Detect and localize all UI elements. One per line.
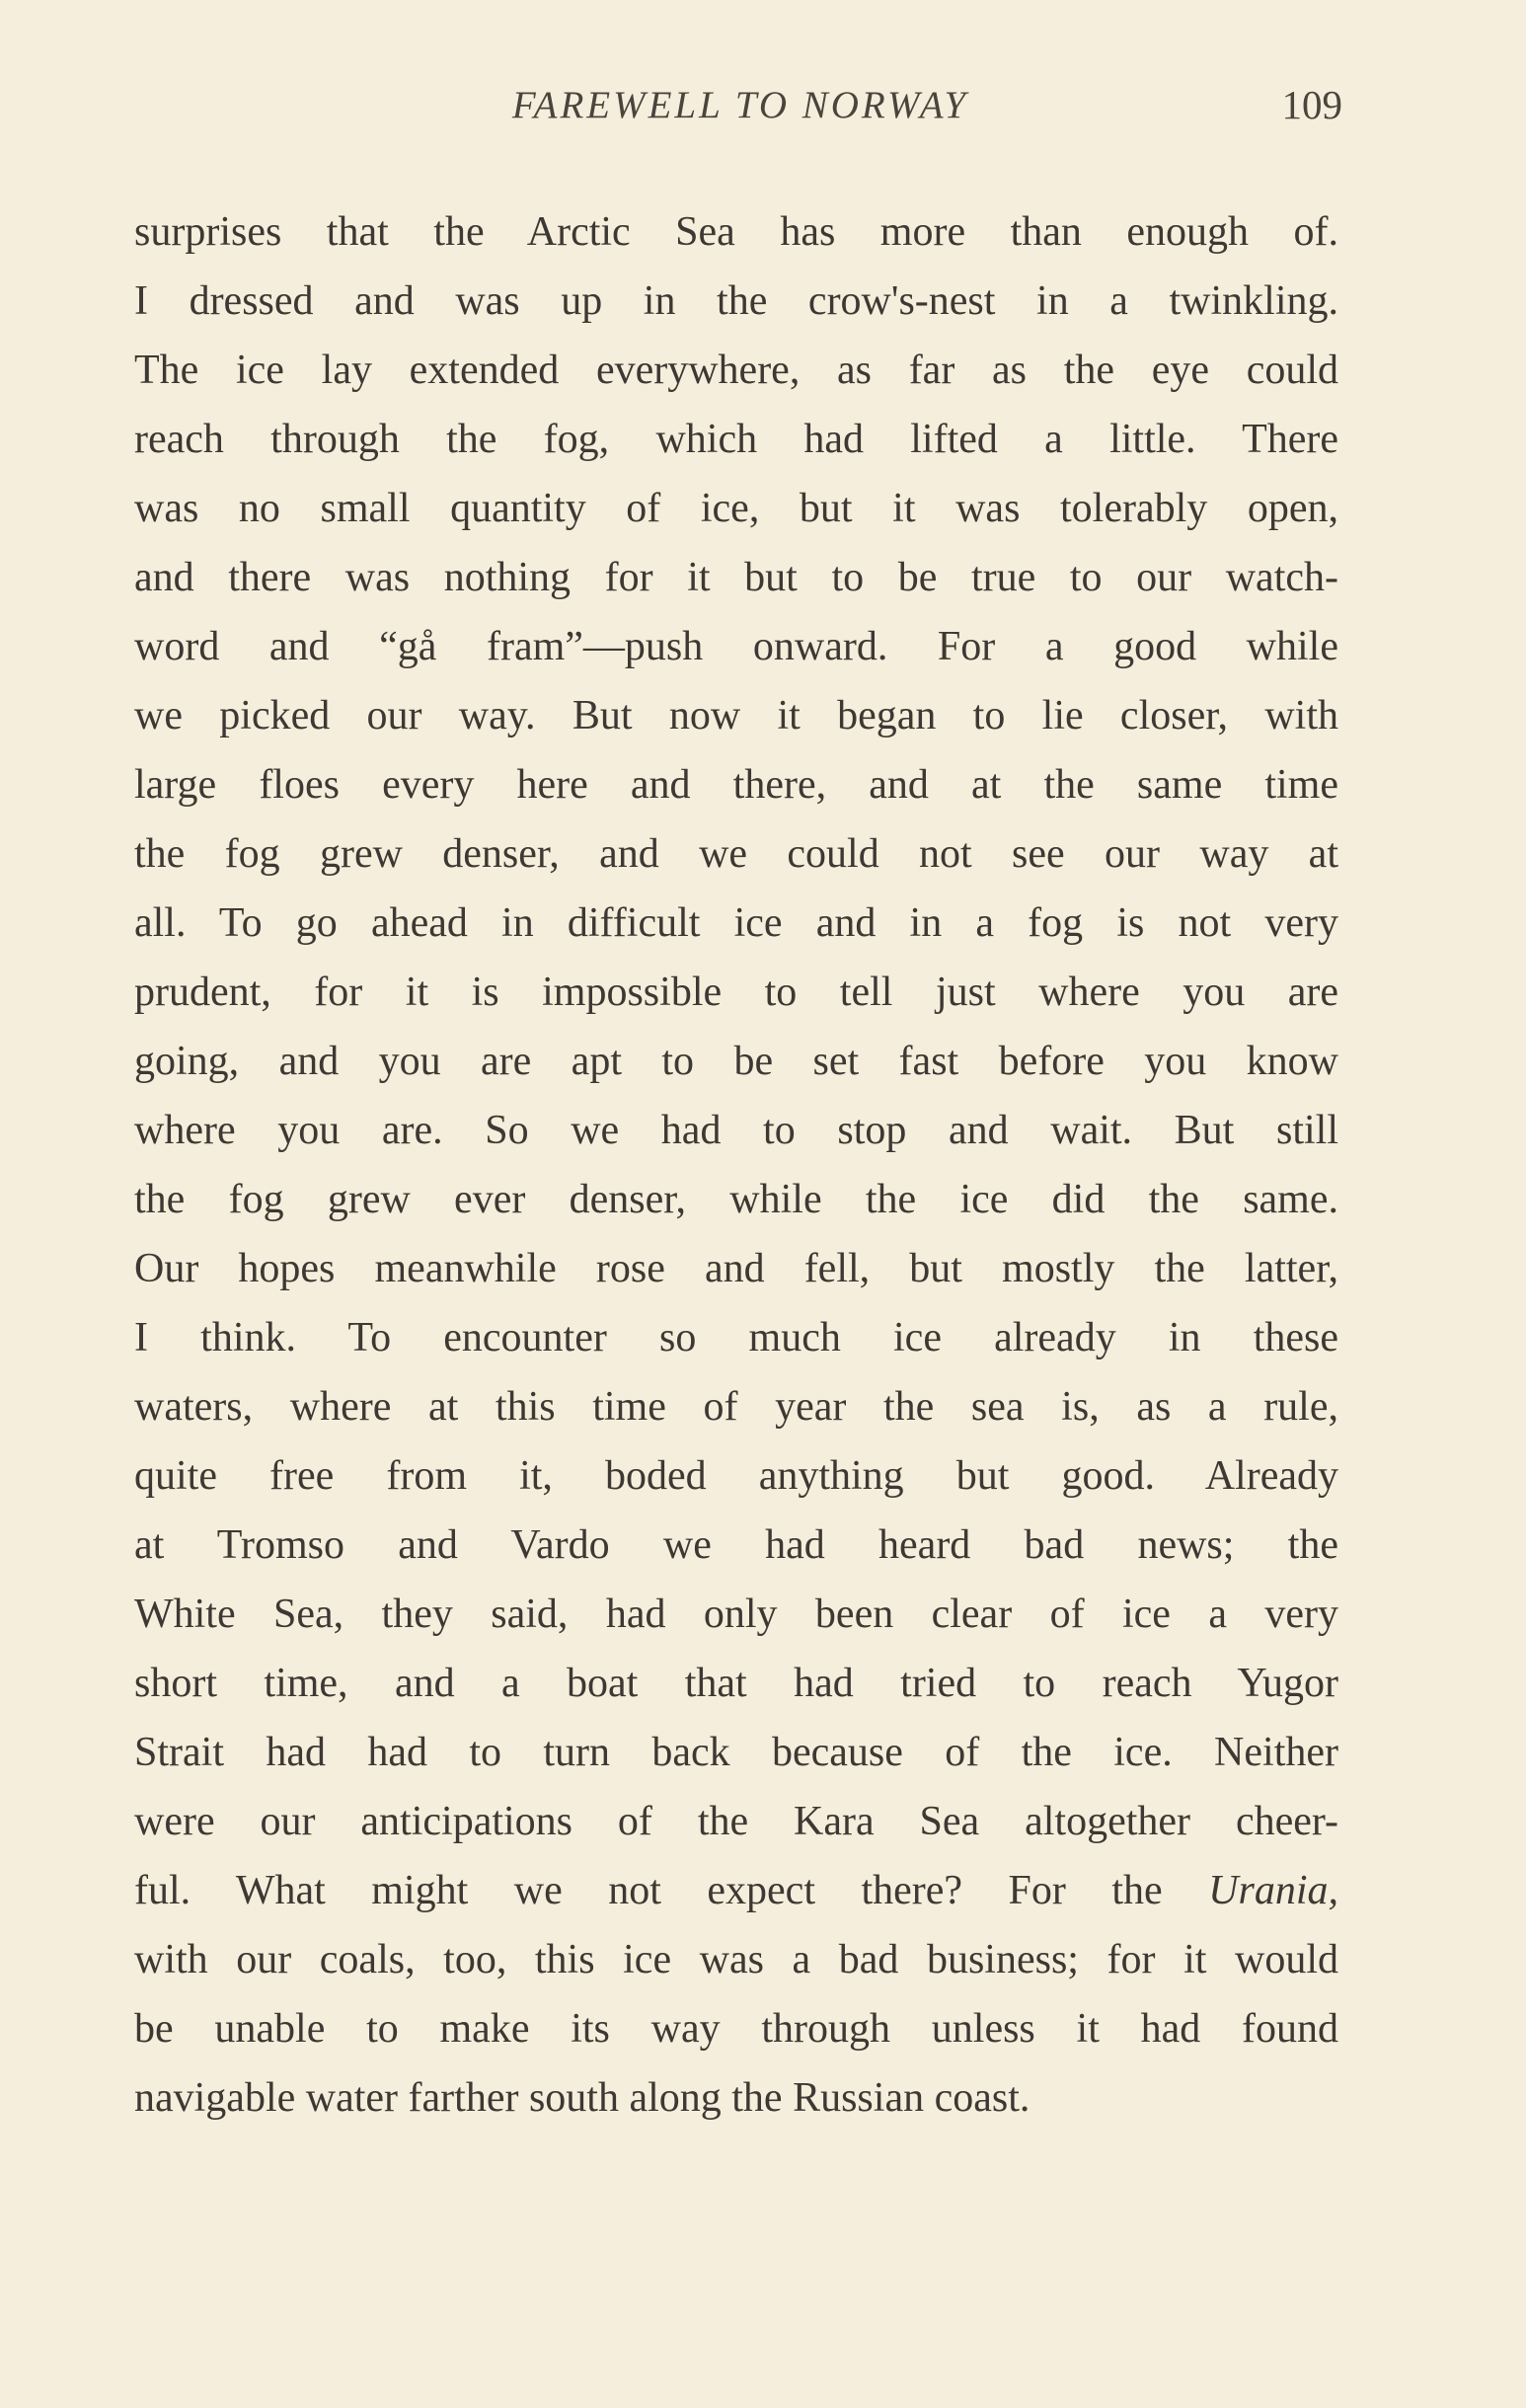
text-line: The ice lay extended everywhere, as far as the eye could xyxy=(134,348,1338,393)
body-text xyxy=(134,197,1338,2133)
text-line: where you are. So we had to stop and wait. But still xyxy=(134,1108,1338,1153)
text-line: word and “gå fram”—push onward. For a good while xyxy=(134,624,1338,669)
text-line-part: ful. What might we not expect there? For the xyxy=(134,1868,1163,1913)
text-line: at Tromso and Vardo we had heard bad news; the xyxy=(134,1522,1338,1568)
text-line: going, and you are apt to be set fast before you know xyxy=(134,1039,1338,1084)
text-line: waters, where at this time of year the sea is, as a rule, xyxy=(134,1384,1338,1430)
text-line: the fog grew ever denser, while the ice did the same. xyxy=(134,1177,1338,1222)
text-line: were our anticipations of the Kara Sea altogether cheer- xyxy=(134,1799,1338,1844)
text-line: all. To go ahead in difficult ice and in a fog is not very xyxy=(134,900,1338,946)
text-line: was no small quantity of ice, but it was tolerably open, xyxy=(134,486,1338,531)
text-line-last: navigable water farther south along the Russian coast. xyxy=(134,2075,1030,2121)
text-line: White Sea, they said, had only been clear of ice a very xyxy=(134,1592,1338,1637)
text-line: I think. To encounter so much ice already in these xyxy=(134,1315,1338,1360)
text-line: quite free from it, boded anything but good. Already xyxy=(134,1453,1338,1499)
text-line: large floes every here and there, and at the same time xyxy=(134,762,1338,808)
ship-name-italic: Urania, xyxy=(1208,1868,1339,1913)
text-line: and there was nothing for it but to be true to our watch- xyxy=(134,555,1338,600)
running-title: FAREWELL TO NORWAY xyxy=(511,84,969,126)
text-line: I dressed and was up in the crow's-nest in a twinkling. xyxy=(134,278,1338,324)
text-line: Strait had had to turn back because of the ice. Neither xyxy=(134,1730,1338,1775)
text-line: reach through the fog, which had lifted a little. There xyxy=(134,417,1338,462)
text-line: we picked our way. But now it began to lie closer, with xyxy=(134,693,1338,738)
text-line: be unable to make its way through unless it had found xyxy=(134,2006,1338,2052)
text-line: prudent, for it is impossible to tell just where you are xyxy=(134,970,1338,1015)
text-line: with our coals, too, this ice was a bad business; for it would xyxy=(134,1937,1338,1982)
page-number: 109 xyxy=(1281,82,1342,127)
text-line: surprises that the Arctic Sea has more than enough of. xyxy=(134,209,1338,255)
text-line: Our hopes meanwhile rose and fell, but mostly the latter, xyxy=(134,1246,1338,1291)
text-line: the fog grew denser, and we could not see our way at xyxy=(134,831,1338,877)
text-line: short time, and a boat that had tried to reach Yugor xyxy=(134,1661,1338,1706)
text-line-with-italic xyxy=(134,1856,1338,1925)
